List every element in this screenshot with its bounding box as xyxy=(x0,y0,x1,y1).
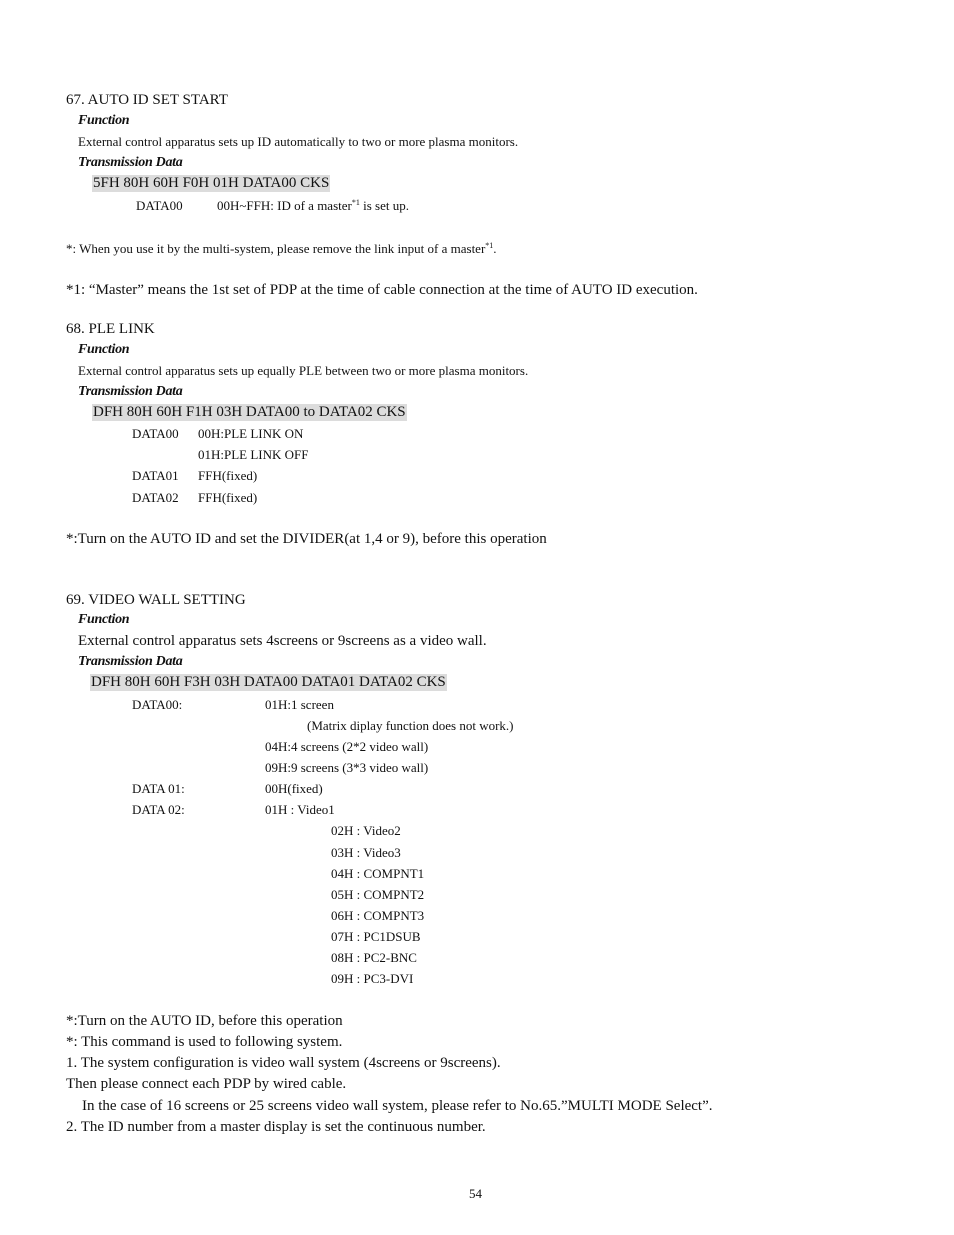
section-69-data00-name: DATA00: xyxy=(132,697,183,712)
section-69-data02-value: 09H : PC3-DVI xyxy=(331,971,414,986)
section-69-heading: 69. VIDEO WALL SETTING xyxy=(66,592,246,608)
section-68-row-name: DATA00 xyxy=(132,426,179,441)
section-69-data02-value: 01H : Video1 xyxy=(265,802,335,817)
section-69-data02-value: 05H : COMPNT2 xyxy=(331,887,425,902)
section-69-data00-value: 09H:9 screens (3*3 video wall) xyxy=(265,760,429,775)
section-67-command: 5FH 80H 60H F0H 01H DATA00 CKS xyxy=(93,175,330,191)
section-69-data02-value: 04H : COMPNT1 xyxy=(331,866,425,881)
section-68-heading: 68. PLE LINK xyxy=(66,321,155,337)
section-69-command: DFH 80H 60H F3H 03H DATA00 DATA01 DATA02 CKS xyxy=(91,674,446,690)
section-69-note: *: This command is used to following system. xyxy=(66,1034,343,1050)
section-69-note: 2. The ID number from a master display is set the continuous number. xyxy=(66,1119,486,1135)
section-69-data00-value: 04H:4 screens (2*2 video wall) xyxy=(265,739,429,754)
section-69-data02-value: 07H : PC1DSUB xyxy=(331,929,421,944)
section-67-note-2: *1: “Master” means the 1st set of PDP at the time of cable connection at the time of AUTO ID execution. xyxy=(66,282,698,298)
section-67-transmission-label: Transmission Data xyxy=(78,155,183,170)
section-69-data02-value: 03H : Video3 xyxy=(331,845,401,860)
section-69-data01-value: 00H(fixed) xyxy=(265,781,323,796)
section-69-data00-value: 01H:1 screen xyxy=(265,697,334,712)
section-68-row-value: FFH(fixed) xyxy=(198,490,258,505)
section-69-data02-value: 02H : Video2 xyxy=(331,823,401,838)
page-number: 54 xyxy=(469,1186,482,1201)
section-69-note: Then please connect each PDP by wired cable. xyxy=(66,1076,347,1092)
section-68-row-value: FFH(fixed) xyxy=(198,468,258,483)
section-69-data02-value: 06H : COMPNT3 xyxy=(331,908,425,923)
section-69-transmission-label: Transmission Data xyxy=(78,654,183,669)
section-68-note: *:Turn on the AUTO ID and set the DIVIDER(at 1,4 or 9), before this operation xyxy=(66,531,547,547)
section-67-data00-value: 00H~FFH: ID of a master$^{*1}$ is set up. xyxy=(217,198,409,213)
section-68-function-text: External control apparatus sets up equally PLE between two or more plasma monitors. xyxy=(78,363,529,378)
section-69-data00-value: (Matrix diplay function does not work.) xyxy=(307,718,514,733)
section-69-data02-value: 08H : PC2-BNC xyxy=(331,950,417,965)
section-68-command: DFH 80H 60H F1H 03H DATA00 to DATA02 CKS xyxy=(93,404,406,420)
section-68-row-name: DATA01 xyxy=(132,468,179,483)
section-68-row-value: 00H:PLE LINK ON xyxy=(198,426,304,441)
section-69-note: In the case of 16 screens or 25 screens video wall system, please refer to No.65.”MULTI MODE Select”. xyxy=(82,1098,713,1114)
section-68-row-name: DATA02 xyxy=(132,490,179,505)
section-69-data02-name: DATA 02: xyxy=(132,802,185,817)
section-67-data00-name: DATA00 xyxy=(136,198,183,213)
section-67-note-1: *: When you use it by the multi-system, please remove the link input of a master$^{*1}$. xyxy=(66,241,497,256)
section-67-function-text: External control apparatus sets up ID automatically to two or more plasma monitors. xyxy=(78,134,519,149)
section-68-function-label: Function xyxy=(78,342,130,357)
section-67-function-label: Function xyxy=(78,113,130,128)
section-67-heading: 67. AUTO ID SET START xyxy=(66,92,228,108)
section-69-function-text: External control apparatus sets 4screens or 9screens as a video wall. xyxy=(78,633,487,649)
section-68-transmission-label: Transmission Data xyxy=(78,384,183,399)
section-69-note: *:Turn on the AUTO ID, before this operation xyxy=(66,1013,343,1029)
section-68-row-value: 01H:PLE LINK OFF xyxy=(198,447,309,462)
section-69-note: 1. The system configuration is video wall system (4screens or 9screens). xyxy=(66,1055,501,1071)
section-69-function-label: Function xyxy=(78,612,130,627)
section-69-data01-name: DATA 01: xyxy=(132,781,185,796)
